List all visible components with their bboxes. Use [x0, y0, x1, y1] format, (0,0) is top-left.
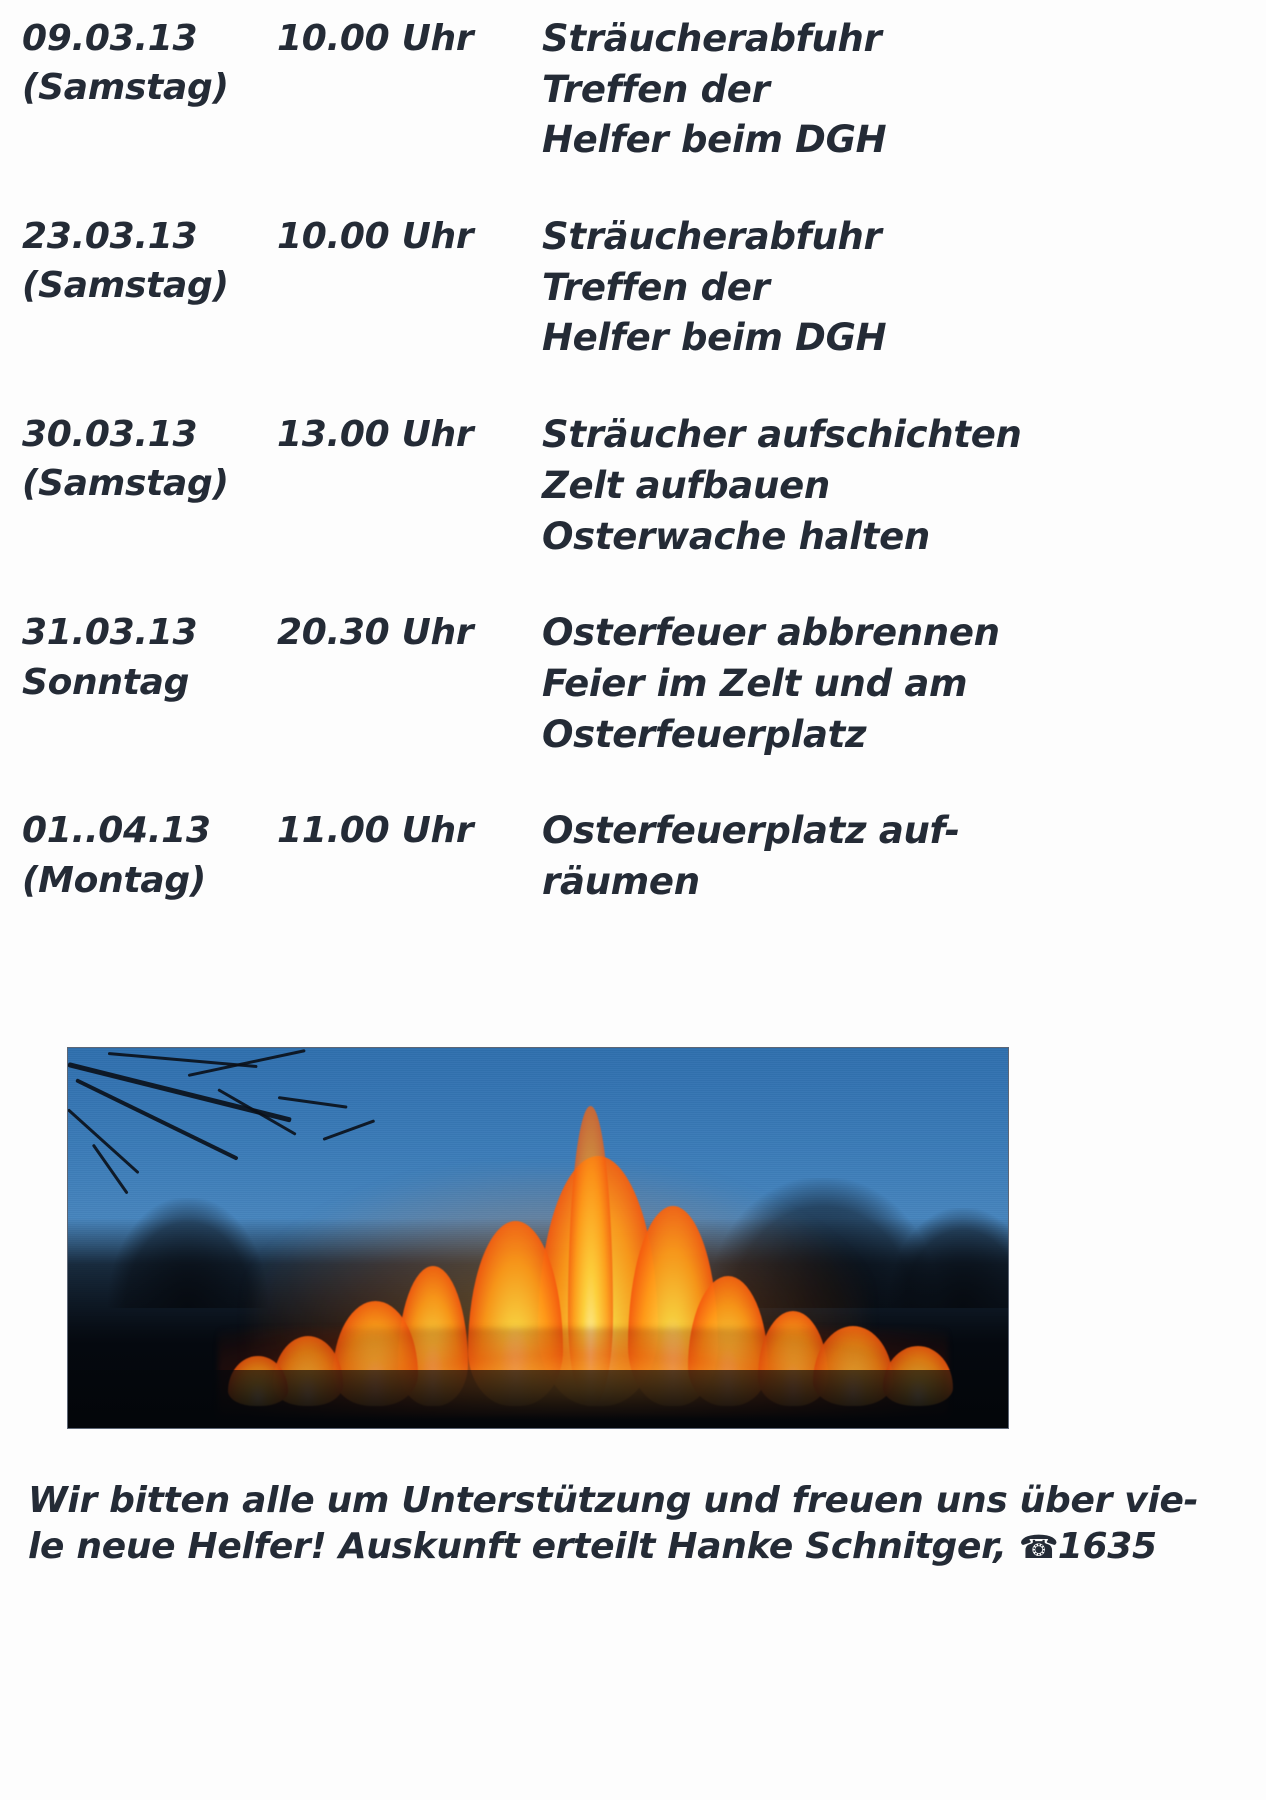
footer-text: [28, 1478, 1242, 1569]
schedule-table: [22, 14, 1242, 954]
weekday-line: (Samstag): [22, 67, 229, 109]
schedule-date: [22, 212, 277, 311]
footer-line-2-text: le neue Helfer! Auskunft erteilt Hanke Schnitger,: [28, 1525, 1019, 1567]
description-line: Osterfeuer abbrennen: [542, 611, 1000, 655]
date-line: 09.03.13: [22, 18, 198, 59]
schedule-date: [22, 410, 277, 509]
weekday-line: (Samstag): [22, 463, 229, 505]
schedule-description: [542, 806, 1242, 907]
schedule-row: [22, 608, 1242, 760]
date-line: 31.03.13: [22, 612, 198, 654]
weekday-line: (Samstag): [22, 265, 229, 307]
schedule-time: [277, 212, 542, 261]
date-line: 23.03.13: [22, 216, 198, 258]
schedule-row: [22, 212, 1242, 364]
description-line: Sträucherabfuhr: [542, 17, 882, 60]
description-line: Osterwache halten: [542, 514, 930, 558]
description-line: räumen: [542, 859, 700, 903]
schedule-description: [542, 608, 1242, 760]
schedule-row: [22, 806, 1242, 907]
date-line: 01..04.13: [22, 810, 211, 852]
schedule-date: [22, 608, 277, 707]
schedule-row: [22, 410, 1242, 562]
weekday-line: (Montag): [22, 859, 206, 901]
schedule-date: [22, 806, 277, 905]
description-line: Osterfeuerplatz: [542, 712, 867, 756]
schedule-time: [277, 14, 542, 63]
photo-ground: [68, 1370, 1008, 1428]
description-line: Helfer beim DGH: [542, 118, 887, 162]
telephone-icon: ☎: [1018, 1527, 1058, 1566]
schedule-time: [277, 806, 542, 855]
schedule-description: [542, 410, 1242, 562]
time-line: 13.00 Uhr: [277, 414, 474, 456]
description-line: Sträucher aufschichten: [542, 413, 1022, 457]
date-line: 30.03.13: [22, 414, 198, 456]
footer-line-1: Wir bitten alle um Unterstützung und freuen uns über vie-: [28, 1480, 1199, 1521]
schedule-time: [277, 608, 542, 657]
footer-line-2: [28, 1524, 1242, 1570]
phone-number: 1635: [1057, 1525, 1157, 1567]
description-line: Feier im Zelt und am: [542, 661, 968, 705]
schedule-description: [542, 212, 1242, 364]
schedule-description: [542, 14, 1242, 166]
time-line: 10.00 Uhr: [277, 216, 474, 258]
description-line: Treffen der: [542, 67, 770, 111]
description-line: Zelt aufbauen: [542, 463, 830, 507]
description-line: Treffen der: [542, 265, 770, 309]
schedule-time: [277, 410, 542, 459]
time-line: 11.00 Uhr: [277, 810, 474, 852]
weekday-line: Sonntag: [22, 661, 190, 703]
time-line: 10.00 Uhr: [277, 18, 474, 59]
schedule-date: [22, 14, 277, 113]
description-line: Sträucherabfuhr: [542, 215, 882, 259]
time-line: 20.30 Uhr: [277, 612, 474, 654]
bonfire-photo: [68, 1048, 1008, 1428]
description-line: Helfer beim DGH: [542, 316, 887, 360]
description-line: Osterfeuerplatz auf-: [542, 809, 960, 853]
schedule-row: [22, 14, 1242, 166]
